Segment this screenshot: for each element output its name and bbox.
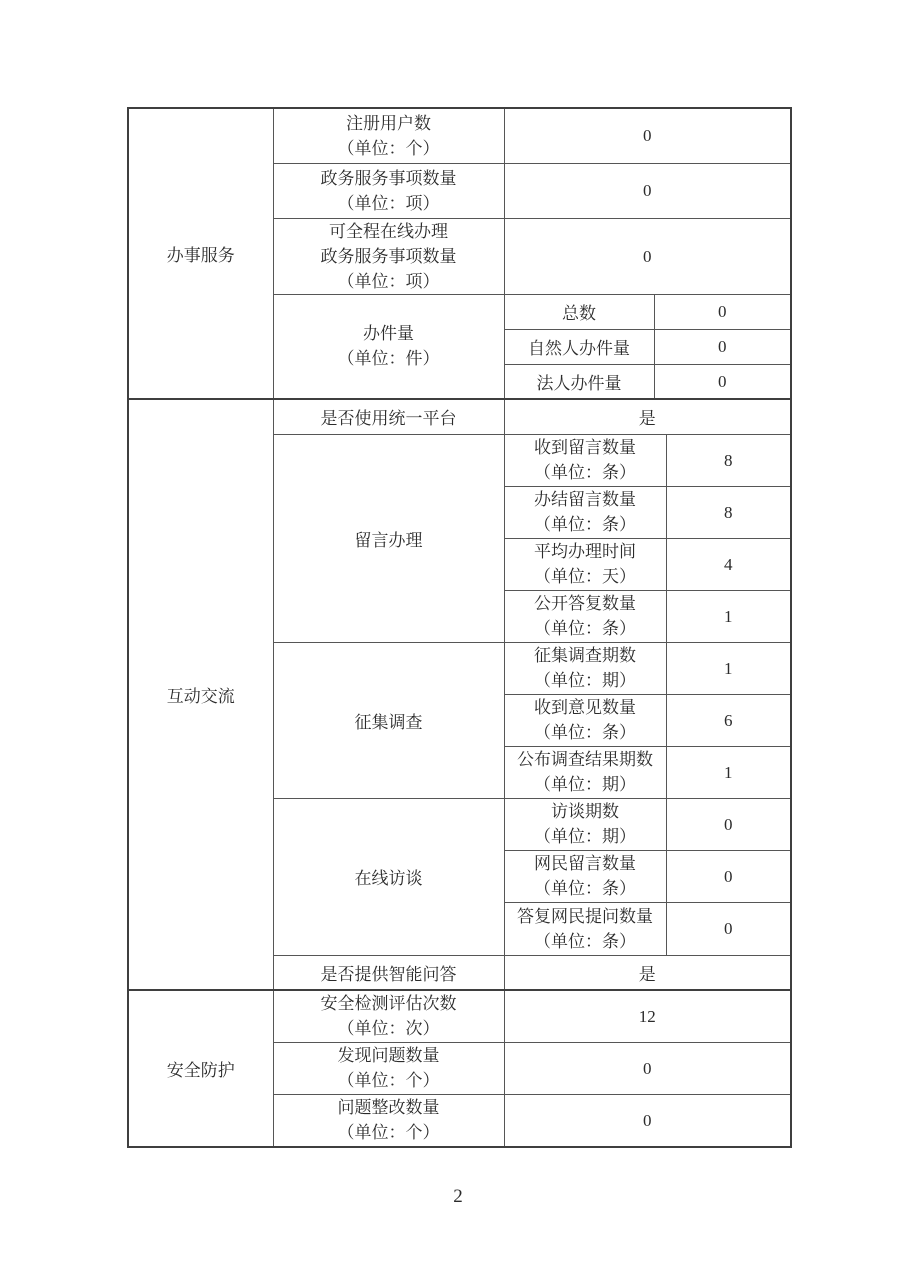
metric-label-line: 收到留言数量 — [534, 438, 636, 457]
metric-label-smart-qa: 是否提供智能问答 — [273, 955, 504, 990]
metric-label-line: 办结留言数量 — [534, 490, 636, 509]
group-label-online-interview: 在线访谈 — [273, 798, 504, 955]
metric-unit-line: （单位：天） — [534, 567, 636, 586]
metric-unit-line: （单位：期） — [534, 671, 636, 690]
metric-unit-line: （单位：个） — [337, 138, 440, 158]
metric-label-problems-found — [273, 1042, 504, 1094]
metric-label-line: 可全程在线办理 — [329, 221, 448, 241]
metric-unit-line: （单位：条） — [534, 879, 636, 898]
sub-label-average-time — [504, 538, 666, 590]
group-label-case-volume — [273, 294, 504, 399]
sub-value-average-time: 4 — [666, 538, 791, 590]
sub-value-questions-answered: 0 — [666, 902, 791, 955]
metric-unit-line: （单位：个） — [337, 1071, 440, 1090]
metric-label-line: 政务服务事项数量 — [320, 168, 457, 188]
sub-value-interview-periods: 0 — [666, 798, 791, 850]
metric-unit-line: （单位：条） — [534, 619, 636, 638]
sub-value-public-replies: 1 — [666, 590, 791, 642]
metric-label-line: 平均办理时间 — [534, 542, 636, 561]
sub-label-netizen-messages — [504, 850, 666, 902]
sub-value-total: 0 — [654, 294, 791, 329]
sub-label-interview-periods — [504, 798, 666, 850]
metric-label-line: 注册用户数 — [346, 113, 431, 133]
sub-value-messages-completed: 8 — [666, 486, 791, 538]
metric-label-unified-platform: 是否使用统一平台 — [273, 399, 504, 434]
report-table — [127, 107, 792, 1148]
sub-value-natural-person: 0 — [654, 329, 791, 364]
metric-unit-line: （单位：条） — [534, 723, 636, 742]
section-label-interaction: 互动交流 — [128, 399, 273, 990]
metric-label-online-items — [273, 218, 504, 294]
sub-value-results-published: 1 — [666, 746, 791, 798]
metric-label-security-checks — [273, 990, 504, 1042]
metric-label-line: 发现问题数量 — [337, 1046, 440, 1065]
metric-label-line: 公布调查结果期数 — [517, 750, 653, 769]
sub-label-survey-periods — [504, 642, 666, 694]
sub-value-messages-received: 8 — [666, 434, 791, 486]
metric-label-problems-fixed — [273, 1094, 504, 1147]
metric-value-online-items: 0 — [504, 218, 791, 294]
metric-unit-line: （单位：次） — [337, 1019, 440, 1039]
metric-unit-line: （单位：条） — [534, 515, 636, 534]
metric-value-smart-qa: 是 — [504, 955, 791, 990]
sub-label-results-published — [504, 746, 666, 798]
metric-label-registered-users — [273, 108, 504, 163]
metric-label-line: 答复网民提问数量 — [517, 906, 653, 926]
sub-label-messages-received — [504, 434, 666, 486]
group-label-message-handling: 留言办理 — [273, 434, 504, 642]
metric-value-security-checks: 12 — [504, 990, 791, 1042]
page-number: 2 — [453, 1186, 463, 1207]
metric-value-registered-users: 0 — [504, 108, 791, 163]
sub-value-survey-periods: 1 — [666, 642, 791, 694]
metric-label-line: 问题整改数量 — [337, 1098, 440, 1118]
sub-label-legal-person: 法人办件量 — [504, 364, 654, 399]
metric-unit-line: （单位：期） — [534, 775, 636, 794]
sub-label-questions-answered — [504, 902, 666, 955]
metric-unit-line: （单位：项） — [337, 193, 440, 213]
group-label-line: 办件量 — [363, 324, 414, 344]
metric-value-service-items: 0 — [504, 163, 791, 218]
sub-label-messages-completed — [504, 486, 666, 538]
table-row — [128, 399, 791, 434]
section-label-service: 办事服务 — [128, 108, 273, 399]
metric-label-line: 政务服务事项数量 — [320, 246, 457, 266]
sub-label-public-replies — [504, 590, 666, 642]
metric-label-line: 访谈期数 — [551, 802, 619, 821]
sub-value-netizen-messages: 0 — [666, 850, 791, 902]
metric-label-line: 征集调查期数 — [534, 646, 636, 665]
metric-label-line: 网民留言数量 — [534, 854, 636, 873]
group-label-survey: 征集调查 — [273, 642, 504, 798]
sub-label-total: 总数 — [504, 294, 654, 329]
metric-label-line: 安全检测评估次数 — [320, 994, 457, 1014]
metric-unit-line: （单位：条） — [534, 931, 636, 951]
metric-unit-line: （单位：项） — [337, 271, 440, 291]
metric-value-unified-platform: 是 — [504, 399, 791, 434]
metric-label-line: 公开答复数量 — [534, 594, 636, 613]
group-unit-line: （单位：件） — [337, 349, 440, 369]
table-row — [128, 990, 791, 1042]
sub-label-opinions-received — [504, 694, 666, 746]
metric-label-line: 收到意见数量 — [534, 698, 636, 717]
metric-unit-line: （单位：期） — [534, 827, 636, 846]
sub-value-opinions-received: 6 — [666, 694, 791, 746]
metric-value-problems-found: 0 — [504, 1042, 791, 1094]
sub-label-natural-person: 自然人办件量 — [504, 329, 654, 364]
metric-unit-line: （单位：条） — [534, 463, 636, 482]
sub-value-legal-person: 0 — [654, 364, 791, 399]
table-row — [128, 108, 791, 163]
section-label-security: 安全防护 — [128, 990, 273, 1147]
metric-label-service-items — [273, 163, 504, 218]
metric-unit-line: （单位：个） — [337, 1123, 440, 1143]
metric-value-problems-fixed: 0 — [504, 1094, 791, 1147]
